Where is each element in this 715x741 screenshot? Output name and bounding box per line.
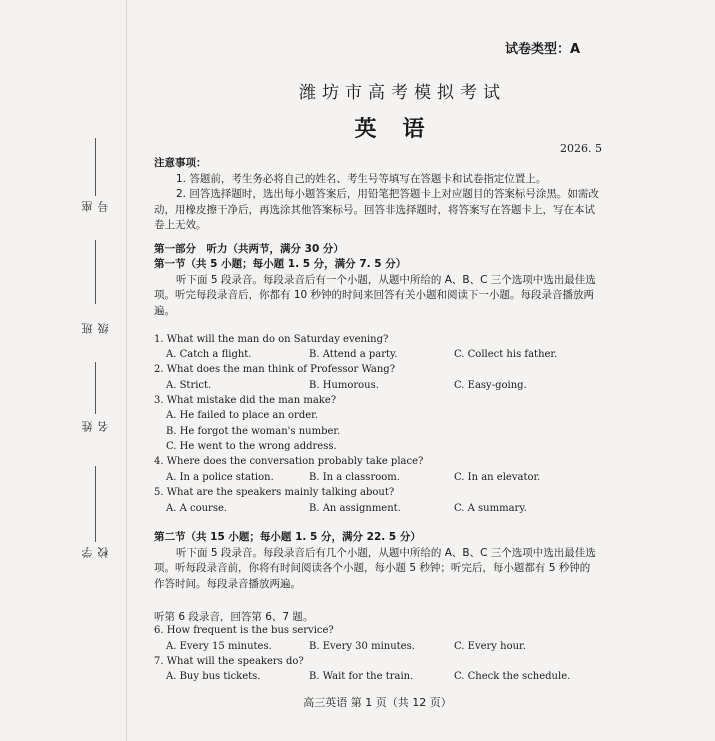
question-option: C. Easy-going. <box>454 380 527 391</box>
binding-line <box>95 240 96 304</box>
section1-heading: 第一节（共 5 小题；每小题 1. 5 分，满分 7. 5 分） <box>154 258 407 270</box>
question-option: A. A course. <box>166 503 228 514</box>
page-footer: 高三英语 第 1 页（共 12 页） <box>303 696 452 709</box>
subject-title: 英语 <box>354 117 451 142</box>
question-option: C. A summary. <box>454 503 527 514</box>
question-stem: 6. How frequent is the bus service? <box>154 625 334 636</box>
question-option: B. In a classroom. <box>309 472 400 483</box>
part1-heading: 第一部分 听力（共两节，满分 30 分） <box>154 242 344 255</box>
question-option: C. He went to the wrong address. <box>166 441 337 452</box>
notes-item-2: 2. 回答选择题时，选出每小题答案后，用铅笔把答题卡上对应题目的答案标号涂黑。如需改动，用橡皮擦干净后，再选涂其他答案标号。回答非选择题时，将答案写在答题卡上，写在本试卷上无效。 <box>154 188 599 231</box>
section2-block <box>154 530 600 592</box>
exam-title: 潍坊市高考模拟考试 <box>299 83 506 103</box>
binding-line <box>95 362 96 414</box>
question-stem: 4. Where does the conversation probably take place? <box>154 456 424 467</box>
question-option: C. Collect his father. <box>454 349 558 360</box>
section1-instruction: 听下面 5 段录音。每段录音后有一个小题，从题中所给的 A、B、C 三个选项中选出最佳选项。听完每段录音后，你都有 10 秒钟的时间来回答有关小题和阅读下一小题。每段录音播放两遍。 <box>154 273 596 317</box>
binding-label-seat: 座号 <box>81 200 110 212</box>
instructions-block <box>154 156 600 319</box>
question-option: A. He failed to place an order. <box>166 410 318 421</box>
question-option: A. Every 15 minutes. <box>166 641 272 652</box>
section2-heading: 第二节（共 15 小题；每小题 1. 5 分，满分 22. 5 分） <box>154 531 421 543</box>
question-option: C. Check the schedule. <box>454 671 571 682</box>
question-option: B. Wait for the train. <box>309 671 414 682</box>
question-option: B. He forgot the woman's number. <box>166 426 341 437</box>
question-option: A. In a police station. <box>166 472 274 483</box>
question-stem: 3. What mistake did the man make? <box>154 395 337 406</box>
exam-date: 2026. 5 <box>560 142 602 155</box>
question-option: C. In an elevator. <box>454 472 541 483</box>
section2-sub-instruction: 听第 6 段录音，回答第 6、7 题。 <box>154 611 314 623</box>
binding-line <box>95 138 96 196</box>
question-stem: 7. What will the speakers do? <box>154 656 304 667</box>
question-option: B. Every 30 minutes. <box>309 641 415 652</box>
binding-label-class: 班级 <box>81 322 110 334</box>
question-option: A. Buy bus tickets. <box>166 671 261 682</box>
section2-instruction: 听下面 5 段录音。每段录音后有几个小题，从题中所给的 A、B、C 三个选项中选出最佳选项。听每段录音前，你将有时间阅读各个小题，每小题 5 秒钟；听完后，每小题都有 5 秒钟的作答时间。每段录音播放两遍。 <box>154 546 596 590</box>
question-option: B. An assignment. <box>309 503 401 514</box>
question-stem: 2. What does the man think of Professor Wang? <box>154 364 396 375</box>
question-option: B. Humorous. <box>309 380 379 391</box>
paper-type-label: 试卷类型：A <box>505 42 581 57</box>
question-stem: 5. What are the speakers mainly talking about? <box>154 487 395 498</box>
question-option: B. Attend a party. <box>309 349 398 360</box>
question-option: A. Strict. <box>166 380 212 391</box>
notes-item-1: 1. 答题前，考生务必将自己的姓名、考生号等填写在答题卡和试卷指定位置上。 <box>176 172 547 185</box>
binding-label-name: 姓名 <box>81 420 110 432</box>
question-option: A. Catch a flight. <box>166 349 252 360</box>
question-stem: 1. What will the man do on Saturday evening? <box>154 334 389 345</box>
notes-heading: 注意事项： <box>154 157 207 169</box>
question-option: C. Every hour. <box>454 641 526 652</box>
binding-label-school: 学校 <box>81 546 110 558</box>
binding-line <box>95 466 96 542</box>
